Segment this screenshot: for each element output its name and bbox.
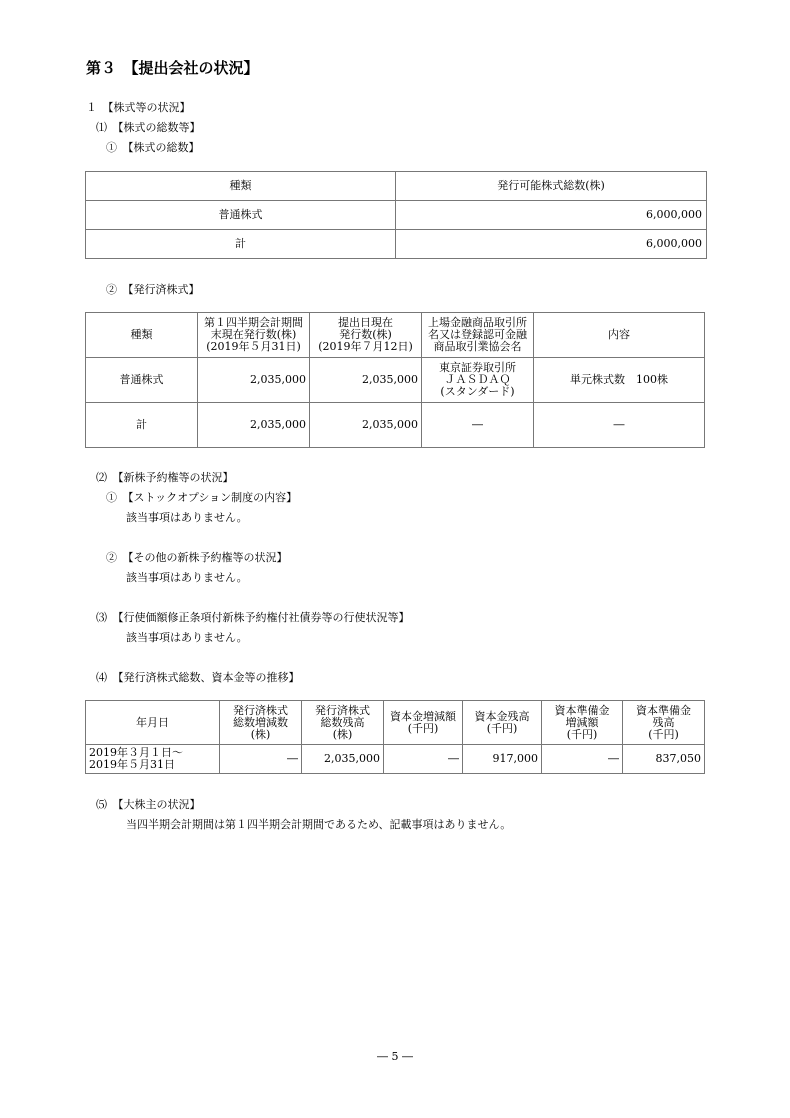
table-header: 資本準備金 増減額 (千円) [542,701,623,745]
table-cell: ― [384,745,463,774]
table-cell: 普通株式 [86,358,198,403]
body-text: 当四半期会計期間は第１四半期会計期間であるため、記載事項はありません。 [126,818,512,831]
table-header: 資本金増減額 (千円) [384,701,463,745]
shares-total-table [85,171,707,259]
table-cell: 普通株式 [86,201,396,230]
page-title: 第３ 【提出会社の状況】 [86,59,259,77]
table-cell: 2,035,000 [310,358,422,403]
table-cell: ― [542,745,623,774]
table-cell: 計 [86,230,396,259]
section-heading-1: １ 【株式等の状況】 [86,101,191,114]
table-header: 第１四半期会計期間 末現在発行数(株) (2019年５月31日) [198,313,310,358]
table-cell: 単元株式数 100株 [534,358,705,403]
table-header: 種類 [86,313,198,358]
table-cell: ― [422,403,534,448]
table-header: 資本準備金 残高 (千円) [623,701,705,745]
body-text: 該当事項はありません。 [126,631,248,644]
body-text: 該当事項はありません。 [126,511,248,524]
table-header: 種類 [86,172,396,201]
subsection-heading: ⑵ 【新株予約権等の状況】 [96,471,234,484]
table-cell: 東京証券取引所 ＪＡＳＤＡＱ (スタンダード) [422,358,534,403]
page-number: ― 5 ― [377,1050,413,1063]
table-cell: 2,035,000 [310,403,422,448]
table-header: 発行可能株式総数(株) [396,172,707,201]
item-heading: ② 【その他の新株予約権等の状況】 [106,551,288,564]
item-heading: ① 【ストックオプション制度の内容】 [106,491,298,504]
item-heading: ② 【発行済株式】 [106,283,200,296]
issued-shares-table [85,312,705,448]
table-cell: 837,050 [623,745,705,774]
table-cell: 2,035,000 [198,403,310,448]
table-cell: 6,000,000 [396,201,707,230]
capital-changes-table [85,700,705,774]
table-cell: 2,035,000 [198,358,310,403]
table-cell: 2019年３月１日～ 2019年５月31日 [86,745,220,774]
table-cell: 2,035,000 [302,745,384,774]
table-header: 資本金残高 (千円) [463,701,542,745]
table-cell: 計 [86,403,198,448]
table-header: 発行済株式 総数残高 (株) [302,701,384,745]
subsection-heading: ⑸ 【大株主の状況】 [96,798,201,811]
table-header: 上場金融商品取引所 名又は登録認可金融 商品取引業協会名 [422,313,534,358]
table-header: 内容 [534,313,705,358]
table-header: 発行済株式 総数増減数 (株) [220,701,302,745]
item-heading: ① 【株式の総数】 [106,141,200,154]
subsection-heading: ⑷ 【発行済株式総数、資本金等の推移】 [96,671,300,684]
table-cell: 917,000 [463,745,542,774]
subsection-heading: ⑶ 【行使価額修正条項付新株予約権付社債券等の行使状況等】 [96,611,410,624]
table-header: 提出日現在 発行数(株) (2019年７月12日) [310,313,422,358]
table-header: 年月日 [86,701,220,745]
body-text: 該当事項はありません。 [126,571,248,584]
table-cell: ― [534,403,705,448]
subsection-heading: ⑴ 【株式の総数等】 [96,121,201,134]
table-cell: ― [220,745,302,774]
table-cell: 6,000,000 [396,230,707,259]
